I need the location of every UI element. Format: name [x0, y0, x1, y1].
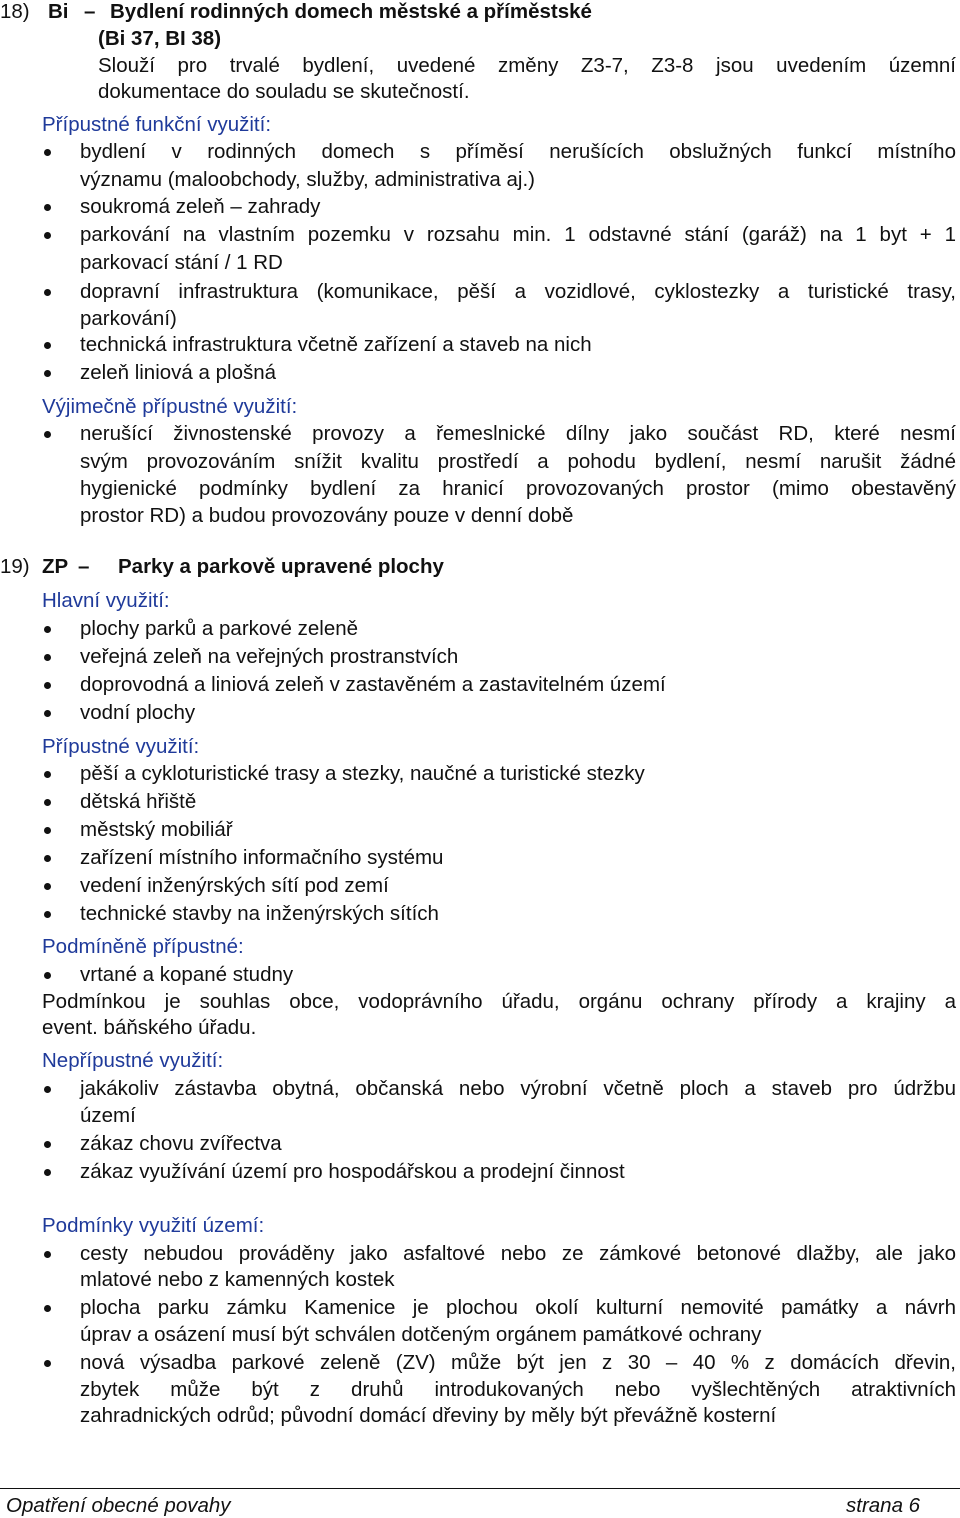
list-item: zákaz chovu zvířectva [80, 1132, 282, 1155]
list-item: dětská hřiště [80, 790, 197, 813]
list-item-cont: prostor RD) a budou provozovány pouze v denní době [80, 504, 574, 527]
bullet [44, 883, 51, 890]
section-19-code: ZP [42, 555, 69, 578]
bullet [44, 1086, 51, 1093]
list-item: cesty nebudou prováděny jako asfaltové nebo ze zámkové betonové dlažby, ale jako [80, 1242, 956, 1265]
heading-permitted-use: Přípustné využití: [42, 735, 200, 758]
list-item-cont: významu (maloobchody, služby, administrativa aj.) [80, 168, 535, 191]
section-18-code: Bi [48, 0, 69, 23]
heading-conditional-use: Podmíněně přípustné: [42, 935, 244, 958]
bullet [44, 626, 51, 633]
footer-rule [0, 1488, 960, 1489]
section-18-subtitle: (Bi 37, BI 38) [98, 27, 222, 50]
bullet [44, 1305, 51, 1312]
list-item: plocha parku zámku Kamenice je plochou okolí kulturní nemovité památky a návrh [80, 1296, 956, 1319]
list-item: parkování na vlastním pozemku v rozsahu min. 1 odstavné stání (garáž) na 1 byt + 1 [80, 223, 956, 246]
footer-document-type: Opatření obecné povahy [6, 1494, 231, 1517]
heading-main-use: Hlavní využití: [42, 589, 170, 612]
list-item-cont: parkovací stání / 1 RD [80, 251, 283, 274]
condition-note: Podmínkou je souhlas obce, vodoprávního úřadu, orgánu ochrany přírody a krajiny a [42, 990, 956, 1013]
list-item: bydlení v rodinných domech s příměsí nerušících obslužných funkcí místního [80, 140, 956, 163]
list-item: nová výsadba parkové zeleně (ZV) může být jen z 30 – 40 % z domácích dřevin, [80, 1351, 956, 1374]
bullet [44, 1141, 51, 1148]
bullet [44, 232, 51, 239]
section-19-title: Parky a parkově upravené plochy [118, 555, 444, 578]
bullet [44, 710, 51, 717]
bullet [44, 342, 51, 349]
bullet [44, 682, 51, 689]
bullet [44, 771, 51, 778]
bullet [44, 370, 51, 377]
heading-exceptional-use: Výjimečně přípustné využití: [42, 395, 298, 418]
bullet [44, 855, 51, 862]
bullet [44, 911, 51, 918]
list-item: plochy parků a parkové zeleně [80, 617, 359, 640]
list-item: technické stavby na inženýrských sítích [80, 902, 439, 925]
bullet [44, 827, 51, 834]
list-item: technická infrastruktura včetně zařízení a staveb na nich [80, 333, 592, 356]
heading-permitted-use: Přípustné funkční využití: [42, 113, 272, 136]
list-item: veřejná zeleň na veřejných prostranstvích [80, 645, 459, 668]
list-item: městský mobiliář [80, 818, 233, 841]
list-item: vedení inženýrských sítí pod zemí [80, 874, 389, 897]
list-item-cont: zahradnických odrůd; původní domácí dřeviny by měly být převážně kosterní [80, 1404, 777, 1427]
bullet [44, 149, 51, 156]
section-18-description: Slouží pro trvalé bydlení, uvedené změny Z3-7, Z3-8 jsou uvedením územní [98, 54, 956, 77]
list-item: zařízení místního informačního systému [80, 846, 444, 869]
section-18-number: 18) [0, 0, 30, 23]
bullet [44, 654, 51, 661]
footer-page-number: strana 6 [846, 1494, 921, 1517]
list-item-cont: hygienické podmínky bydlení za hranicí provozovaných prostor (mimo obestavěný [80, 477, 956, 500]
bullet [44, 1360, 51, 1367]
bullet [44, 431, 51, 438]
list-item: pěší a cykloturistické trasy a stezky, naučné a turistické stezky [80, 762, 645, 785]
list-item: doprovodná a liniová zeleň v zastavěném a zastavitelném území [80, 673, 666, 696]
list-item: soukromá zeleň – zahrady [80, 195, 321, 218]
heading-prohibited-use: Nepřípustné využití: [42, 1049, 224, 1072]
list-item: vodní plochy [80, 701, 196, 724]
bullet [44, 1169, 51, 1176]
section-18-title: Bydlení rodinných domech městské a příměstské [110, 0, 592, 23]
list-item: nerušící živnostenské provozy a řemeslnické dílny jako součást RD, které nesmí [80, 422, 956, 445]
list-item-cont: zbytek může být z druhů introdukovaných nebo vyšlechtěných atraktivních [80, 1378, 956, 1401]
list-item: zeleň liniová a plošná [80, 361, 277, 384]
section-19-dash: – [78, 555, 90, 578]
section-18-dash: – [84, 0, 96, 23]
bullet [44, 799, 51, 806]
list-item-cont: parkování) [80, 307, 177, 330]
heading-usage-conditions: Podmínky využití území: [42, 1214, 265, 1237]
list-item: jakákoliv zástavba obytná, občanská nebo výrobní včetně ploch a staveb pro údržbu [80, 1077, 956, 1100]
list-item: zákaz využívání území pro hospodářskou a prodejní činnost [80, 1160, 625, 1183]
bullet [44, 289, 51, 296]
bullet [44, 972, 51, 979]
condition-note-cont: event. báňského úřadu. [42, 1016, 257, 1039]
section-18-description-cont: dokumentace do souladu se skutečností. [98, 80, 470, 103]
list-item-cont: mlatové nebo z kamenných kostek [80, 1268, 395, 1291]
bullet [44, 1251, 51, 1258]
bullet [44, 204, 51, 211]
list-item: vrtané a kopané studny [80, 963, 294, 986]
list-item: dopravní infrastruktura (komunikace, pěší a vozidlové, cyklostezky a turistické trasy, [80, 280, 956, 303]
section-19-number: 19) [0, 555, 30, 578]
list-item-cont: úprav a osázení musí být schválen dotčeným orgánem památkové ochrany [80, 1323, 762, 1346]
list-item-cont: území [80, 1104, 136, 1127]
list-item-cont: svým provozováním snížit kvalitu prostředí a pohodu bydlení, nesmí narušit žádné [80, 450, 956, 473]
